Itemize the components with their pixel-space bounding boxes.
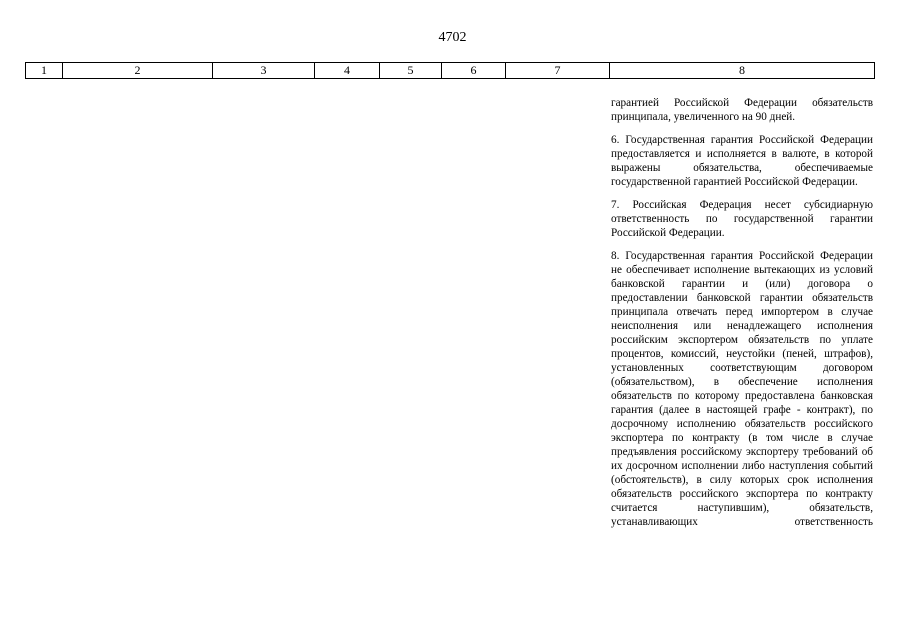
paragraph-8: 8. Государственная гарантия Российской Федерации не обеспечивает исполнение вытекающих из условий банковской гарантии и (или) договора о предоставлении банковской гарантии обязательств принципала отвечать перед импортером в случае неисполнения или ненадлежащего исполнения российским экспортером обязательств по уплате процентов, комиссий, неустойки (пеней, штрафов), установленных соответствующим договором (обязательством), в обеспечение исполнения обязательств по которому предоставлена банковская гарантия (далее в настоящей графе - контракт), по досрочному исполнению обязательств российского экспортера по контракту (в том числе в случае предъявления российскому экспортеру требований об их досрочном исполнении либо наступления событий (обстоятельств), в силу которых срок исполнения обязательств российского экспортера по контракту считается наступившим), обязательств, устанавливающих ответственность bbox=[611, 250, 873, 528]
column-header-1: 1 bbox=[26, 63, 63, 78]
paragraph-6: 6. Государственная гарантия Российской Федерации предоставляется и исполняется в валюте, в которой выражены обязательства, обеспечиваемые государственной гарантией Российской Федерации. bbox=[611, 134, 873, 188]
paragraph-7: 7. Российская Федерация несет субсидиарную ответственность по государственной гарантии Российской Федерации. bbox=[611, 199, 873, 239]
column-header-4: 4 bbox=[315, 63, 380, 78]
column-header-5: 5 bbox=[380, 63, 442, 78]
column-header-6: 6 bbox=[442, 63, 506, 78]
column-header-3: 3 bbox=[213, 63, 315, 78]
column-header-8: 8 bbox=[739, 63, 745, 77]
column-header-2: 2 bbox=[63, 63, 213, 78]
column-header-7: 7 bbox=[506, 63, 610, 78]
page-number: 4702 bbox=[438, 30, 467, 45]
table-header-row bbox=[25, 62, 875, 79]
paragraph-guarantee-continuation: гарантией Российской Федерации обязательств принципала, увеличенного на 90 дней. bbox=[611, 97, 873, 123]
column-8-text bbox=[611, 96, 873, 538]
